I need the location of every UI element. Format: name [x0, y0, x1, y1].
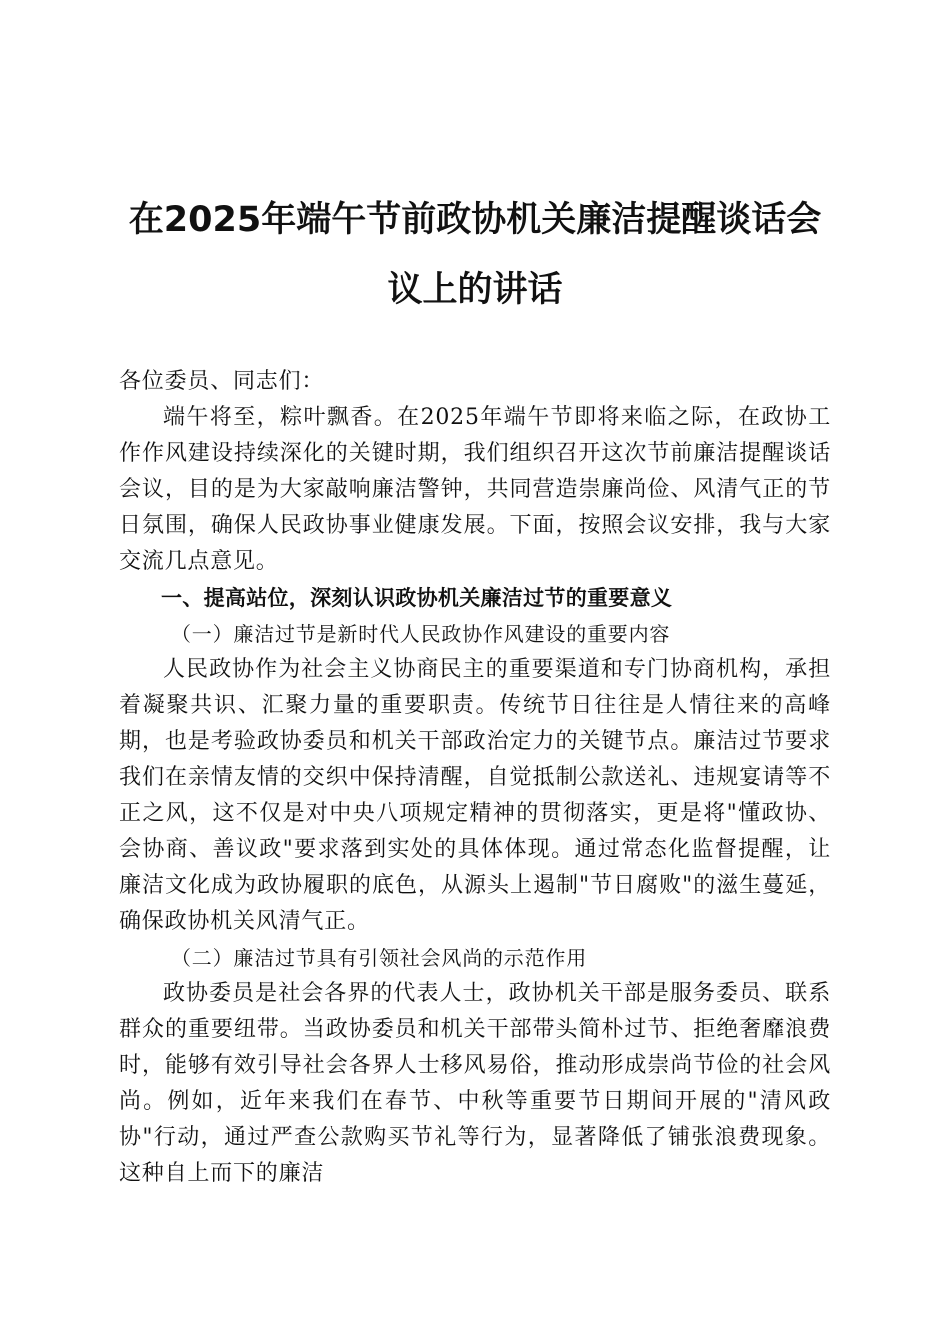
document-title-line-2: 议上的讲话	[387, 270, 563, 310]
section-1-heading: 一、提高站位，深刻认识政协机关廉洁过节的重要意义	[161, 586, 673, 610]
document-title-line-1: 在2025年端午节前政协机关廉洁提醒谈话会	[128, 200, 822, 240]
subsection-1-heading: （一）廉洁过节是新时代人民政协作风建设的重要内容	[171, 622, 671, 646]
subsection-2-heading: （二）廉洁过节具有引领社会风尚的示范作用	[171, 946, 587, 970]
document-body	[119, 364, 831, 1192]
subsection-2-paragraph: 政协委员是社会各界的代表人士，政协机关干部是服务委员、联系群众的重要纽带。当政协委员和机关干部带头简朴过节、拒绝奢靡浪费时，能够有效引导社会各界人士移风易俗，推动形成崇尚节俭的社会风尚。例如，近年来我们在春节、中秋等重要节日期间开展的"清风政协"行动，通过严查公款购买节礼等行为，显著降低了铺张浪费现象。这种自上而下的廉洁	[119, 981, 831, 1186]
salutation: 各位委员、同志们：	[119, 369, 325, 394]
subsection-1-paragraph: 人民政协作为社会主义协商民主的重要渠道和专门协商机构，承担着凝聚共识、汇聚力量的重要职责。传统节日往往是人情往来的高峰期，也是考验政协委员和机关干部政治定力的关键节点。廉洁过节要求我们在亲情友情的交织中保持清醒，自觉抵制公款送礼、违规宴请等不正之风，这不仅是对中央八项规定精神的贯彻落实，更是将"懂政协、会协商、善议政"要求落到实处的具体体现。通过常态化监督提醒，让廉洁文化成为政协履职的底色，从源头上遏制"节日腐败"的滋生蔓延，确保政协机关风清气正。	[119, 657, 831, 934]
intro-paragraph: 端午将至，粽叶飘香。在2025年端午节即将来临之际，在政协工作作风建设持续深化的关键时期，我们组织召开这次节前廉洁提醒谈话会议，目的是为大家敲响廉洁警钟，共同营造崇廉尚俭、风清气正的节日氛围，确保人民政协事业健康发展。下面，按照会议安排，我与大家交流几点意见。	[119, 405, 831, 574]
